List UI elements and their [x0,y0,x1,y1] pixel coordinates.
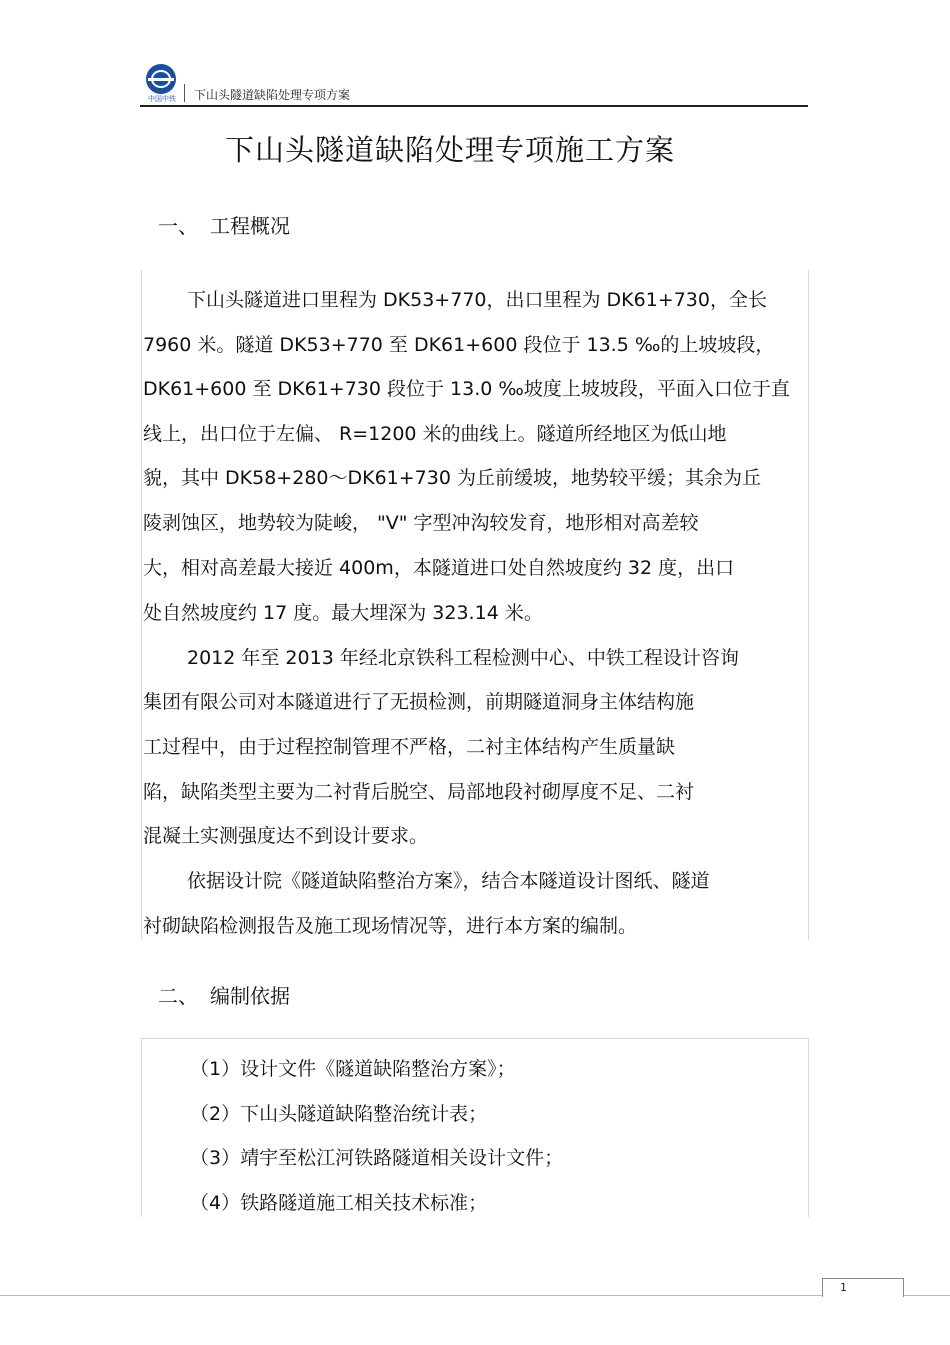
header-title: 下山头隧道缺陷处理专项方案 [194,88,351,102]
logo-text: 中国中铁 [148,95,176,103]
section-title: 编制依据 [210,984,290,1008]
header-rule [140,105,808,107]
list-item: （2）下山头隧道缺陷整治统计表； [190,1103,488,1125]
company-logo [142,62,182,106]
paragraph-line: 依据设计院《隧道缺陷整治方案》，结合本隧道设计图纸、隧道 [187,870,710,892]
list-item: （1）设计文件《隧道缺陷整治方案》； [190,1058,516,1080]
paragraph-line: 线上，出口位于左偏、 R=1200 米的曲线上。隧道所经地区为低山地 [143,423,727,445]
document-title: 下山头隧道缺陷处理专项施工方案 [224,133,675,167]
paragraph-line: 陷，缺陷类型主要为二衬背后脱空、局部地段衬砌厚度不足、二衬 [143,781,695,803]
paragraph-line: 2012 年至 2013 年经北京铁科工程检测中心、中铁工程设计咨询 [187,647,739,669]
paragraph-line: 处自然坡度约 17 度。最大埋深为 323.14 米。 [143,602,543,624]
section-title: 工程概况 [210,214,290,238]
paragraph-line: 貌，其中 DK58+280～DK61+730 为丘前缓坡，地势较平缓；其余为丘 [143,467,761,489]
section-number: 一、 [158,214,198,238]
page-header [140,62,808,106]
footer-rule [0,1295,950,1296]
page-number-box [822,1278,904,1297]
section-heading-1 [158,210,290,239]
section-number: 二、 [158,984,198,1008]
paragraph-line: 陵剥蚀区，地势较为陡峻， "V" 字型冲沟较发育，地形相对高差较 [143,512,699,534]
header-divider [184,84,185,102]
paragraph-line: 集团有限公司对本隧道进行了无损检测，前期隧道洞身主体结构施 [143,691,695,713]
paragraph-line: 混凝土实测强度达不到设计要求。 [143,825,429,847]
list-item: （3）靖宇至松江河铁路隧道相关设计文件； [190,1147,564,1169]
paragraph-line: 衬砌缺陷检测报告及施工现场情况等，进行本方案的编制。 [143,915,638,937]
paragraph-line: 7960 米。隧道 DK53+770 至 DK61+600 段位于 13.5 ‰的上坡坡段， [143,334,775,356]
paragraph-line: DK61+600 至 DK61+730 段位于 13.0 ‰坡度上坡坡段，平面入口位于直 [143,378,790,400]
paragraph-line: 工过程中，由于过程控制管理不严格，二衬主体结构产生质量缺 [143,736,676,758]
section-heading-2 [158,980,290,1009]
paragraph-line: 下山头隧道进口里程为 DK53+770，出口里程为 DK61+730，全长 [187,289,767,311]
list-item: （4）铁路隧道施工相关技术标准； [190,1192,488,1214]
page-number: 1 [840,1281,847,1294]
paragraph-line: 大，相对高差最大接近 400m，本隧道进口处自然坡度约 32 度，出口 [143,557,735,579]
